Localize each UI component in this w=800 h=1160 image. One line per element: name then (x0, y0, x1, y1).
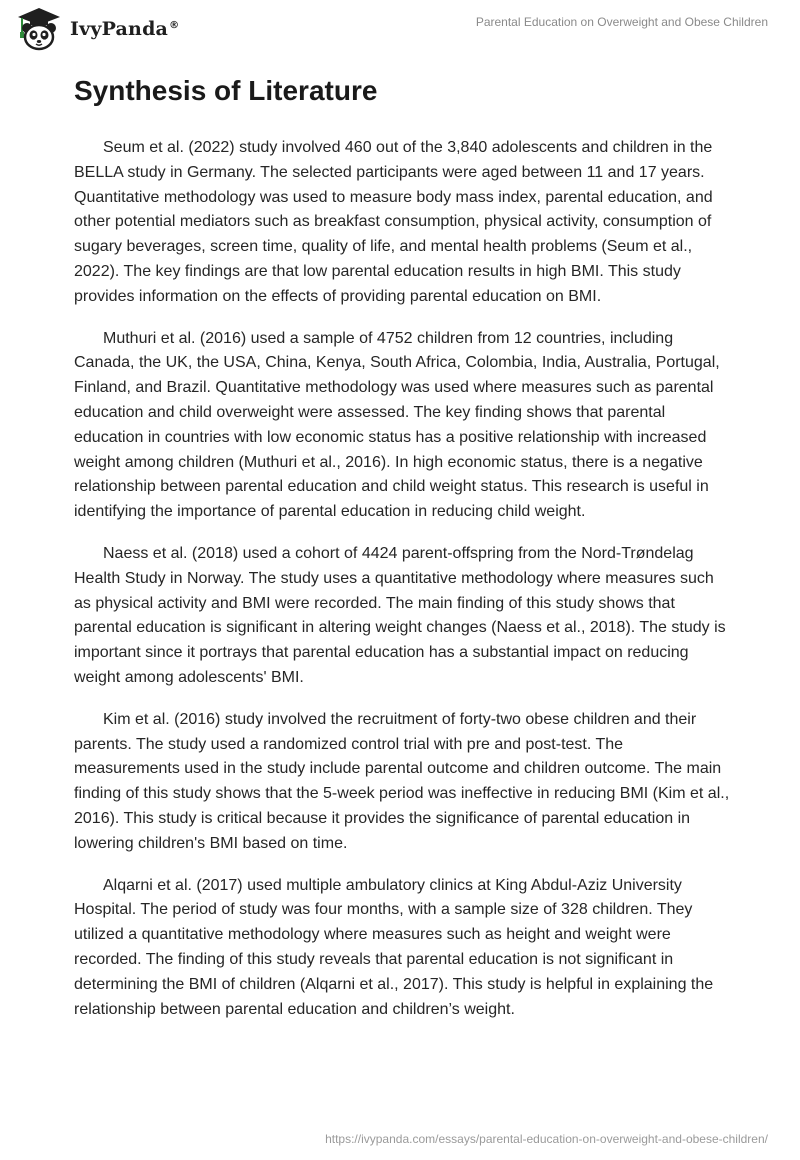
paragraph-muthuri: Muthuri et al. (2016) used a sample of 4752 children from 12 countries, including Canada, the UK, the USA, China, Kenya, South Africa, Colombia, India, Australia, Portugal, Finland, and Brazil. Quantitative methodology was used where measures such as parental education and child overweight were assessed. The key finding shows that parental education in countries with low economic status has a positive relationship with increased weight among children (Muthuri et al., 2016). In high economic status, there is a negative relationship between parental education and child weight status. This research is useful in identifying the importance of parental education in reducing child weight. (74, 329, 720, 521)
paragraph-alqarni: Alqarni et al. (2017) used multiple ambulatory clinics at King Abdul-Aziz University Hospital. The period of study was four months, with a sample size of 328 children. They utilized a quantitative methodology where measures such as height and weight were recorded. The finding of this study reveals that parental education is not significant in determining the BMI of children (Alqarni et al., 2017). This study is helpful in explaining the relationship between parental education and children’s weight. (74, 876, 714, 1018)
brand-name-text: IvyPanda (70, 18, 169, 40)
paragraph-kim: Kim et al. (2016) study involved the recruitment of forty-two obese children and their parents. The study used a randomized control trial with pre and post-test. The measurements used in the study include parental outcome and children outcome. The main finding of this study shows that the 5-week period was ineffective in reducing BMI (Kim et al., 2016). This study is critical because it provides the significance of parental education in lowering children's BMI based on time. (74, 710, 730, 852)
page-header (0, 0, 800, 60)
registered-mark: ® (169, 19, 180, 31)
article-body (74, 72, 730, 1039)
brand-name (70, 18, 179, 40)
paragraph-naess: Naess et al. (2018) used a cohort of 4424 parent-offspring from the Nord-Trøndelag Health Study in Norway. The study uses a quantitative methodology where measures such as physical activity and BMI were recorded. The main finding of this study shows that parental education is significant in altering weight changes (Naess et al., 2018). The study is important since it portrays that parental education has a substantial impact on reducing weight among adolescents' BMI. (74, 544, 726, 686)
footer-url[interactable]: https://ivypanda.com/essays/parental-education-on-overweight-and-obese-children/ (325, 1132, 768, 1146)
brand-logo[interactable] (14, 6, 179, 52)
document-title: Parental Education on Overweight and Obese Children (475, 15, 768, 29)
paragraph-seum: Seum et al. (2022) study involved 460 out of the 3,840 adolescents and children in the BELLA study in Germany. The selected participants were aged between 11 and 17 years. Quantitative methodology was used to measure body mass index, parental education, and other potential mediators such as breakfast consumption, physical activity, consumption of sugary beverages, screen time, quality of life, and mental health problems (Seum et al., 2022). The key findings are that low parental education results in high BMI. This study provides information on the effects of providing parental education on BMI. (74, 139, 713, 305)
section-heading: Synthesis of Literature (74, 75, 378, 106)
panda-graduate-icon (14, 6, 64, 52)
